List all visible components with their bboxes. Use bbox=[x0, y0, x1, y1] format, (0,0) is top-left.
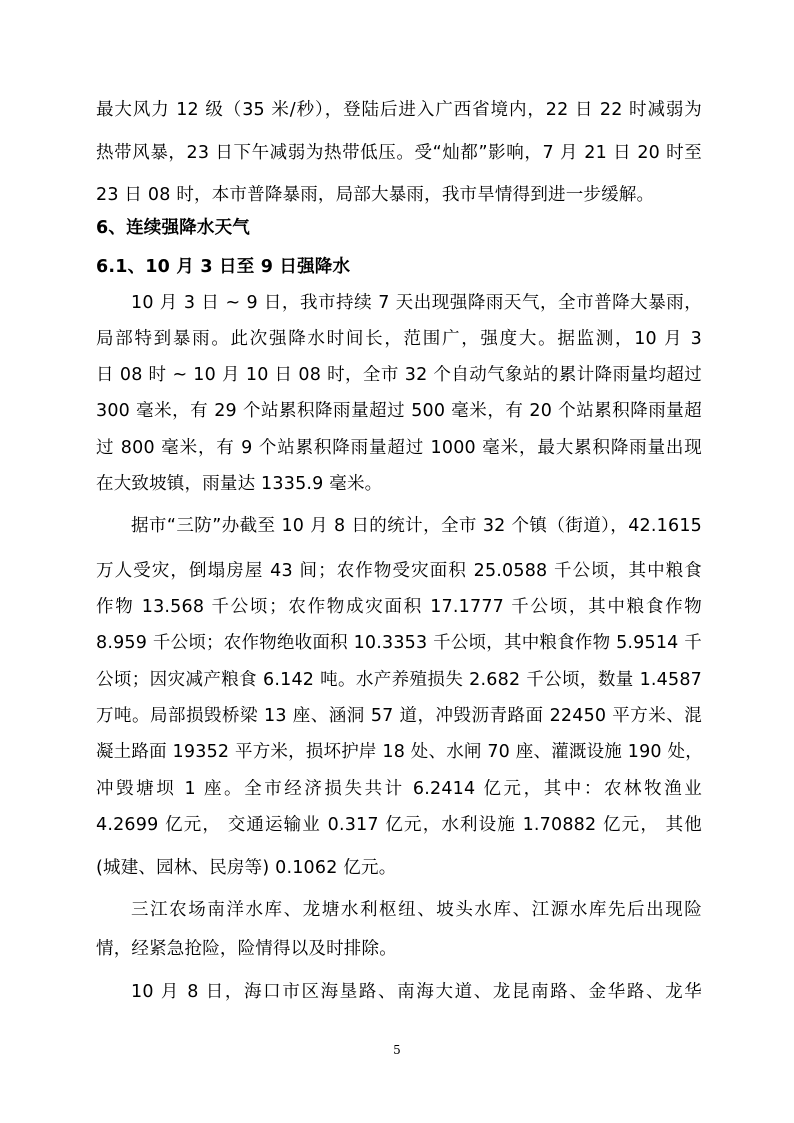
paragraph-2-line-10: (城建、园林、民房等) 0.1062 亿元。 bbox=[96, 858, 397, 878]
continuation-line-1: 最大风力 12 级（35 米/秒），登陆后进入广西省境内，22 日 22 时减弱为 bbox=[96, 100, 702, 120]
paragraph-1-line-1: 10 月 3 日 ~ 9 日，我市持续 7 天出现强降雨天气，全市普降大暴雨， bbox=[131, 293, 702, 313]
paragraph-1-line-5: 过 800 毫米，有 9 个站累积降雨量超过 1000 毫米，最大累积降雨量出现 bbox=[96, 438, 702, 458]
paragraph-4-line-1: 10 月 8 日，海口市区海垦路、南海大道、龙昆南路、金华路、龙华 bbox=[131, 982, 702, 1002]
paragraph-1-line-6: 在大致坡镇，雨量达 1335.9 毫米。 bbox=[96, 474, 383, 494]
paragraph-3-line-1: 三江农场南洋水库、龙塘水利枢纽、坡头水库、江源水库先后出现险 bbox=[131, 900, 702, 920]
paragraph-2-line-1: 据市“三防”办截至 10 月 8 日的统计，全市 32 个镇（街道），42.1615 bbox=[131, 516, 702, 536]
paragraph-1-line-2: 局部特到暴雨。此次强降水时间长，范围广，强度大。据监测，10 月 3 bbox=[96, 329, 702, 349]
paragraph-2-line-4: 8.959 千公顷；农作物绝收面积 10.3353 千公顷，其中粮食作物 5.9514 千 bbox=[96, 633, 702, 653]
continuation-line-2: 热带风暴，23 日下午减弱为热带低压。受“灿都”影响，7 月 21 日 20 时至 bbox=[96, 143, 702, 163]
paragraph-1-line-3: 日 08 时 ~ 10 月 10 日 08 时，全市 32 个自动气象站的累计降雨量均超过 bbox=[96, 365, 702, 385]
paragraph-2-line-2: 万人受灾，倒塌房屋 43 间；农作物受灾面积 25.0588 千公顷，其中粮食 bbox=[96, 561, 702, 581]
section-heading: 6、连续强降水天气 bbox=[96, 218, 250, 238]
subsection-heading: 6.1、10 月 3 日至 9 日强降水 bbox=[96, 257, 351, 277]
paragraph-2-line-5: 公顷；因灾减产粮食 6.142 吨。水产养殖损失 2.682 千公顷，数量 1.4587 bbox=[96, 670, 702, 690]
paragraph-2-line-8: 冲毁塘坝 1 座。全市经济损失共计 6.2414 亿元，其中：农林牧渔业 bbox=[96, 779, 702, 799]
paragraph-2-line-3: 作物 13.568 千公顷；农作物成灾面积 17.1777 千公顷，其中粮食作物 bbox=[96, 597, 702, 617]
continuation-line-3: 23 日 08 时，本市普降暴雨，局部大暴雨，我市旱情得到进一步缓解。 bbox=[96, 185, 655, 205]
paragraph-1-line-4: 300 毫米，有 29 个站累积降雨量超过 500 毫米，有 20 个站累积降雨量超 bbox=[96, 401, 702, 421]
paragraph-3-line-2: 情，经紧急抢险，险情得以及时排除。 bbox=[96, 939, 397, 959]
paragraph-2-line-7: 凝土路面 19352 平方米，损坏护岸 18 处、水闸 70 座、灌溉设施 190 处， bbox=[96, 742, 703, 762]
page-number: 5 bbox=[393, 1043, 401, 1057]
paragraph-2-line-6: 万吨。局部损毁桥梁 13 座、涵洞 57 道，冲毁沥青路面 22450 平方米、混 bbox=[96, 706, 702, 726]
paragraph-2-line-9: 4.2699 亿元， 交通运输业 0.317 亿元，水利设施 1.70882 亿元， 其他 bbox=[96, 815, 702, 835]
